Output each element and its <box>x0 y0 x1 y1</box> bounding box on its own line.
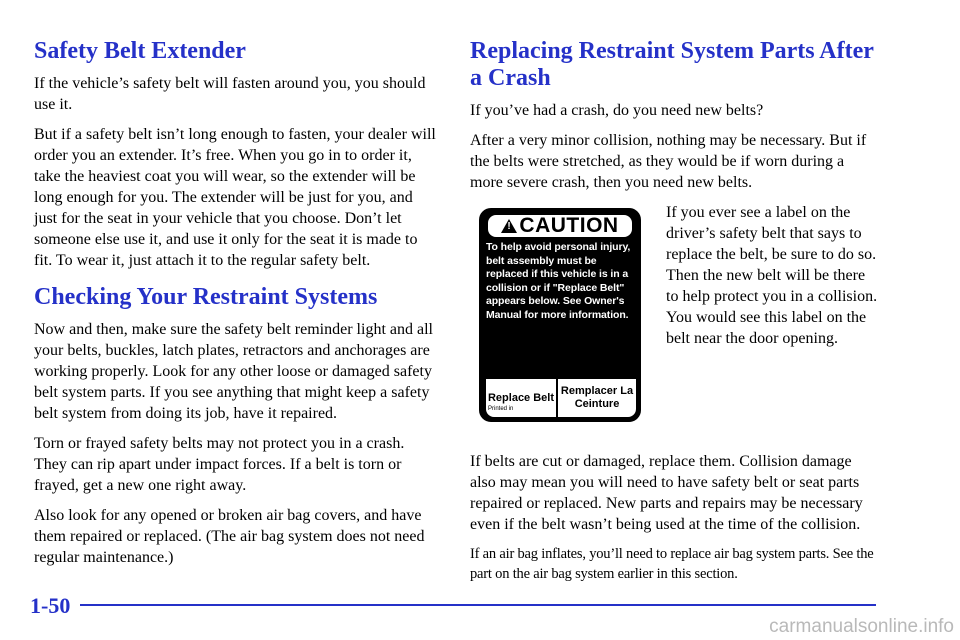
paragraph: If belts are cut or damaged, replace them. Collision damage also may mean you will need to have safety belt or seat parts repaired or replaced. New parts and repairs may be necessary even if the belt wasn’t being used at the time of the collision. <box>470 453 863 533</box>
caution-label <box>479 208 641 422</box>
paragraph: But if a safety belt isn’t long enough to fasten, your dealer will order you an extender. It’s free. When you go in to order it, take the heaviest coat you will wear, so the extender will be long enough for you. The extender will be just for you, and just for the seat in your vehicle that you choose. Don’t let someone else use it, and use it only for the seat it is made to fit. To wear it, just attach it to the regular safety belt. <box>34 126 436 269</box>
watermark: carmanualsonline.info <box>769 616 954 637</box>
caution-label-figure <box>470 202 880 442</box>
label-description: If you ever see a label on the driver’s safety belt that says to replace the belt, be sure to do so. Then the new belt will be there to help protect you in a collision. You would see this label on the belt near the door opening. <box>666 204 878 347</box>
paragraph: If an air bag inflates, you’ll need to replace air bag system parts. See the part on the air bag system earlier in this section. <box>470 546 874 582</box>
section-title-safety-belt-extender: Safety Belt Extender <box>34 38 246 64</box>
paragraph: If you’ve had a crash, do you need new belts? <box>470 102 764 119</box>
section-title-replacing-restraint-parts: Replacing Restraint System Parts After a Crash <box>470 38 874 91</box>
caution-body: To help avoid personal injury, belt assembly must be replaced if this vehicle is in a collision or if "Replace Belt" appears below. See Owner's Manual for more information. <box>486 241 631 321</box>
replace-belt-text: Replace Belt <box>487 391 555 404</box>
paragraph: Now and then, make sure the safety belt reminder light and all your belts, buckles, latch plates, retractors and anchorages are working properly. Look for any other loose or damaged safety belt system parts. If you see anything that might keep a safety belt system from doing its job, have it repaired. <box>34 321 433 422</box>
remplacer-cell <box>558 379 636 417</box>
paragraph: After a very minor collision, nothing may be necessary. But if the belts were stretched, as they would be if worn during a more severe crash, then you need new belts. <box>470 132 867 191</box>
remplacer-text: Remplacer La Ceinture <box>560 385 634 410</box>
caution-label-footer <box>486 379 636 417</box>
page-number: 1-50 <box>30 593 71 618</box>
caution-header <box>488 215 632 237</box>
section-title-checking-restraint-systems: Checking Your Restraint Systems <box>34 284 378 310</box>
replace-belt-cell <box>486 379 558 417</box>
paragraph: Also look for any opened or broken air bag covers, and have them repaired or replaced. (The air bag system does not need regular maintenance.) <box>34 507 425 566</box>
right-column <box>470 38 880 593</box>
warning-triangle-icon: ! <box>501 219 517 233</box>
printed-in-text: Printed in <box>488 406 514 412</box>
footer-rule <box>80 604 876 606</box>
caution-heading: CAUTION <box>519 214 619 237</box>
paragraph: If the vehicle’s safety belt will fasten around you, you should use it. <box>34 75 426 113</box>
left-column <box>34 38 438 577</box>
paragraph: Torn or frayed safety belts may not protect you in a crash. They can rip apart under impact forces. If a belt is torn or frayed, get a new one right away. <box>34 435 405 494</box>
